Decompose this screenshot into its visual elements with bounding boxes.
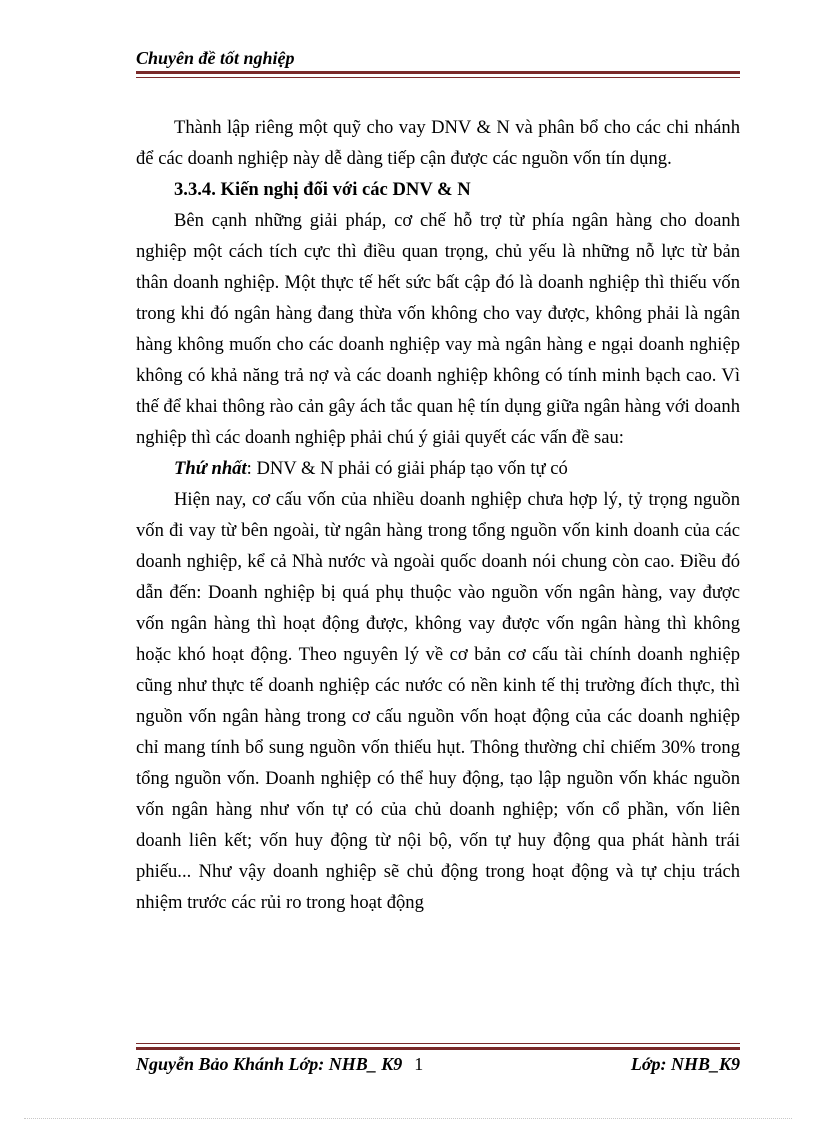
paragraph-3-rest: : DNV & N phải có giải pháp tạo vốn tự có <box>246 458 568 479</box>
section-heading: 3.3.4. Kiến nghị đối với các DNV & N <box>174 179 471 200</box>
footer-rule-thick <box>136 1047 740 1050</box>
document-body <box>136 112 740 918</box>
header-rule-thin <box>136 77 740 78</box>
paragraph-1: Thành lập riêng một quỹ cho vay DNV & N và phân bổ cho các chi nhánh để các doanh nghiệp này dễ dàng tiếp cận được các nguồn vốn tín dụng. <box>136 117 740 169</box>
page-edge-dotted-line <box>24 1118 792 1119</box>
header-rule-thick <box>136 71 740 74</box>
paragraph-3-lead: Thứ nhất <box>174 458 247 479</box>
paragraph-2: Bên cạnh những giải pháp, cơ chế hỗ trợ từ phía ngân hàng cho doanh nghiệp một cách tích cực thì điều quan trọng, chủ yếu là những nỗ lực từ bản thân doanh nghiệp. Một thực tế hết sức bất cập đó là doanh nghiệp thì thiếu vốn trong khi đó ngân hàng đang thừa vốn không cho vay được, không phải là ngân hàng không muốn cho các doanh nghiệp vay mà ngân hàng e ngại doanh nghiệp không có khả năng trả nợ và các doanh nghiệp không có tính minh bạch cao. Vì thế để khai thông rào cản gây ách tắc quan hệ tín dụng giữa ngân hàng với doanh nghiệp thì các doanh nghiệp phải chú ý giải quyết các vấn đề sau: <box>136 210 740 448</box>
footer-author: Nguyễn Bảo Khánh Lớp: NHB_ K9 <box>136 1054 403 1074</box>
page-number: 1 <box>414 1054 424 1074</box>
page-header-title: Chuyên đề tốt nghiệp <box>136 48 295 68</box>
paragraph-4: Hiện nay, cơ cấu vốn của nhiều doanh nghiệp chưa hợp lý, tỷ trọng nguồn vốn đi vay từ bên ngoài, từ ngân hàng trong tổng nguồn vốn kinh doanh của các doanh nghiệp, kể cả Nhà nước và ngoài quốc doanh nói chung còn cao. Điều đó dẫn đến: Doanh nghiệp bị quá phụ thuộc vào nguồn vốn ngân hàng, vay được vốn ngân hàng thì hoạt động được, không vay được vốn ngân hàng thì không hoặc khó hoạt động. Theo nguyên lý về cơ bản cơ cấu tài chính doanh nghiệp cũng như thực tế doanh nghiệp các nước có nền kinh tế thị trường đích thực, thì nguồn vốn ngân hàng trong cơ cấu nguồn vốn hoạt động của các doanh nghiệp chỉ mang tính bổ sung nguồn vốn thiếu hụt. Thông thường chỉ chiếm 30% trong tổng nguồn vốn. Doanh nghiệp có thể huy động, tạo lập nguồn vốn khác nguồn vốn ngân hàng như vốn tự có của chủ doanh nghiệp; vốn cổ phần, vốn liên doanh liên kết; vốn huy động từ nội bộ, vốn tự huy động qua phát hành trái phiếu... Như vậy doanh nghiệp sẽ chủ động trong hoạt động và tự chịu trách nhiệm trước các rủi ro trong hoạt động <box>136 489 740 913</box>
footer-rule-thin <box>136 1043 740 1044</box>
paragraph-3 <box>136 453 740 484</box>
footer-class: Lớp: NHB_K9 <box>630 1054 740 1074</box>
footer-left <box>136 1054 423 1075</box>
